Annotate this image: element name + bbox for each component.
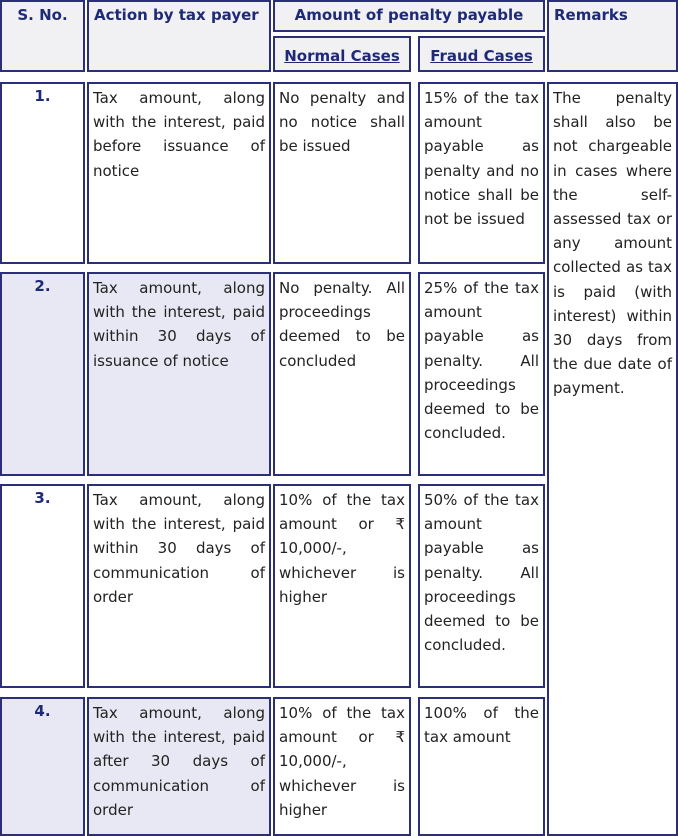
header-sno: S. No. [0, 0, 85, 72]
row3-normal: 10% of the tax amount or ₹ 10,000/-, whichever is higher [273, 484, 411, 688]
row3-action: Tax amount, along with the interest, paid within 30 days of communication of order [87, 484, 271, 688]
row2-normal: No penalty. All proceedings deemed to be concluded [273, 272, 411, 476]
row4-action: Tax amount, along with the interest, paid after 30 days of communication of order [87, 697, 271, 836]
row1-fraud: 15% of the tax amount payable as penalty and no notice shall be not be issued [418, 82, 545, 264]
row2-fraud: 25% of the tax amount payable as penalty. All proceedings deemed to be concluded. [418, 272, 545, 476]
header-normal-cases: Normal Cases [273, 36, 411, 72]
row4-normal: 10% of the tax amount or ₹ 10,000/-, whichever is higher [273, 697, 411, 836]
header-remarks: Remarks [547, 0, 678, 72]
header-action: Action by tax payer [87, 0, 271, 72]
row1-normal: No penalty and no notice shall be issued [273, 82, 411, 264]
header-fraud-cases: Fraud Cases [418, 36, 545, 72]
row4-sno: 4. [0, 697, 85, 836]
row3-fraud: 50% of the tax amount payable as penalty. All proceedings deemed to be concluded. [418, 484, 545, 688]
row2-sno: 2. [0, 272, 85, 476]
remarks-cell: The penalty shall also be not chargeable in cases where the self-assessed tax or any amount collected as tax is paid (with interest) within 30 days from the due date of payment. [547, 82, 678, 836]
row1-sno: 1. [0, 82, 85, 264]
row4-fraud: 100% of the tax amount [418, 697, 545, 836]
row1-action: Tax amount, along with the interest, paid before issuance of notice [87, 82, 271, 264]
row3-sno: 3. [0, 484, 85, 688]
header-amount: Amount of penalty payable [273, 0, 545, 32]
row2-action: Tax amount, along with the interest, paid within 30 days of issuance of notice [87, 272, 271, 476]
